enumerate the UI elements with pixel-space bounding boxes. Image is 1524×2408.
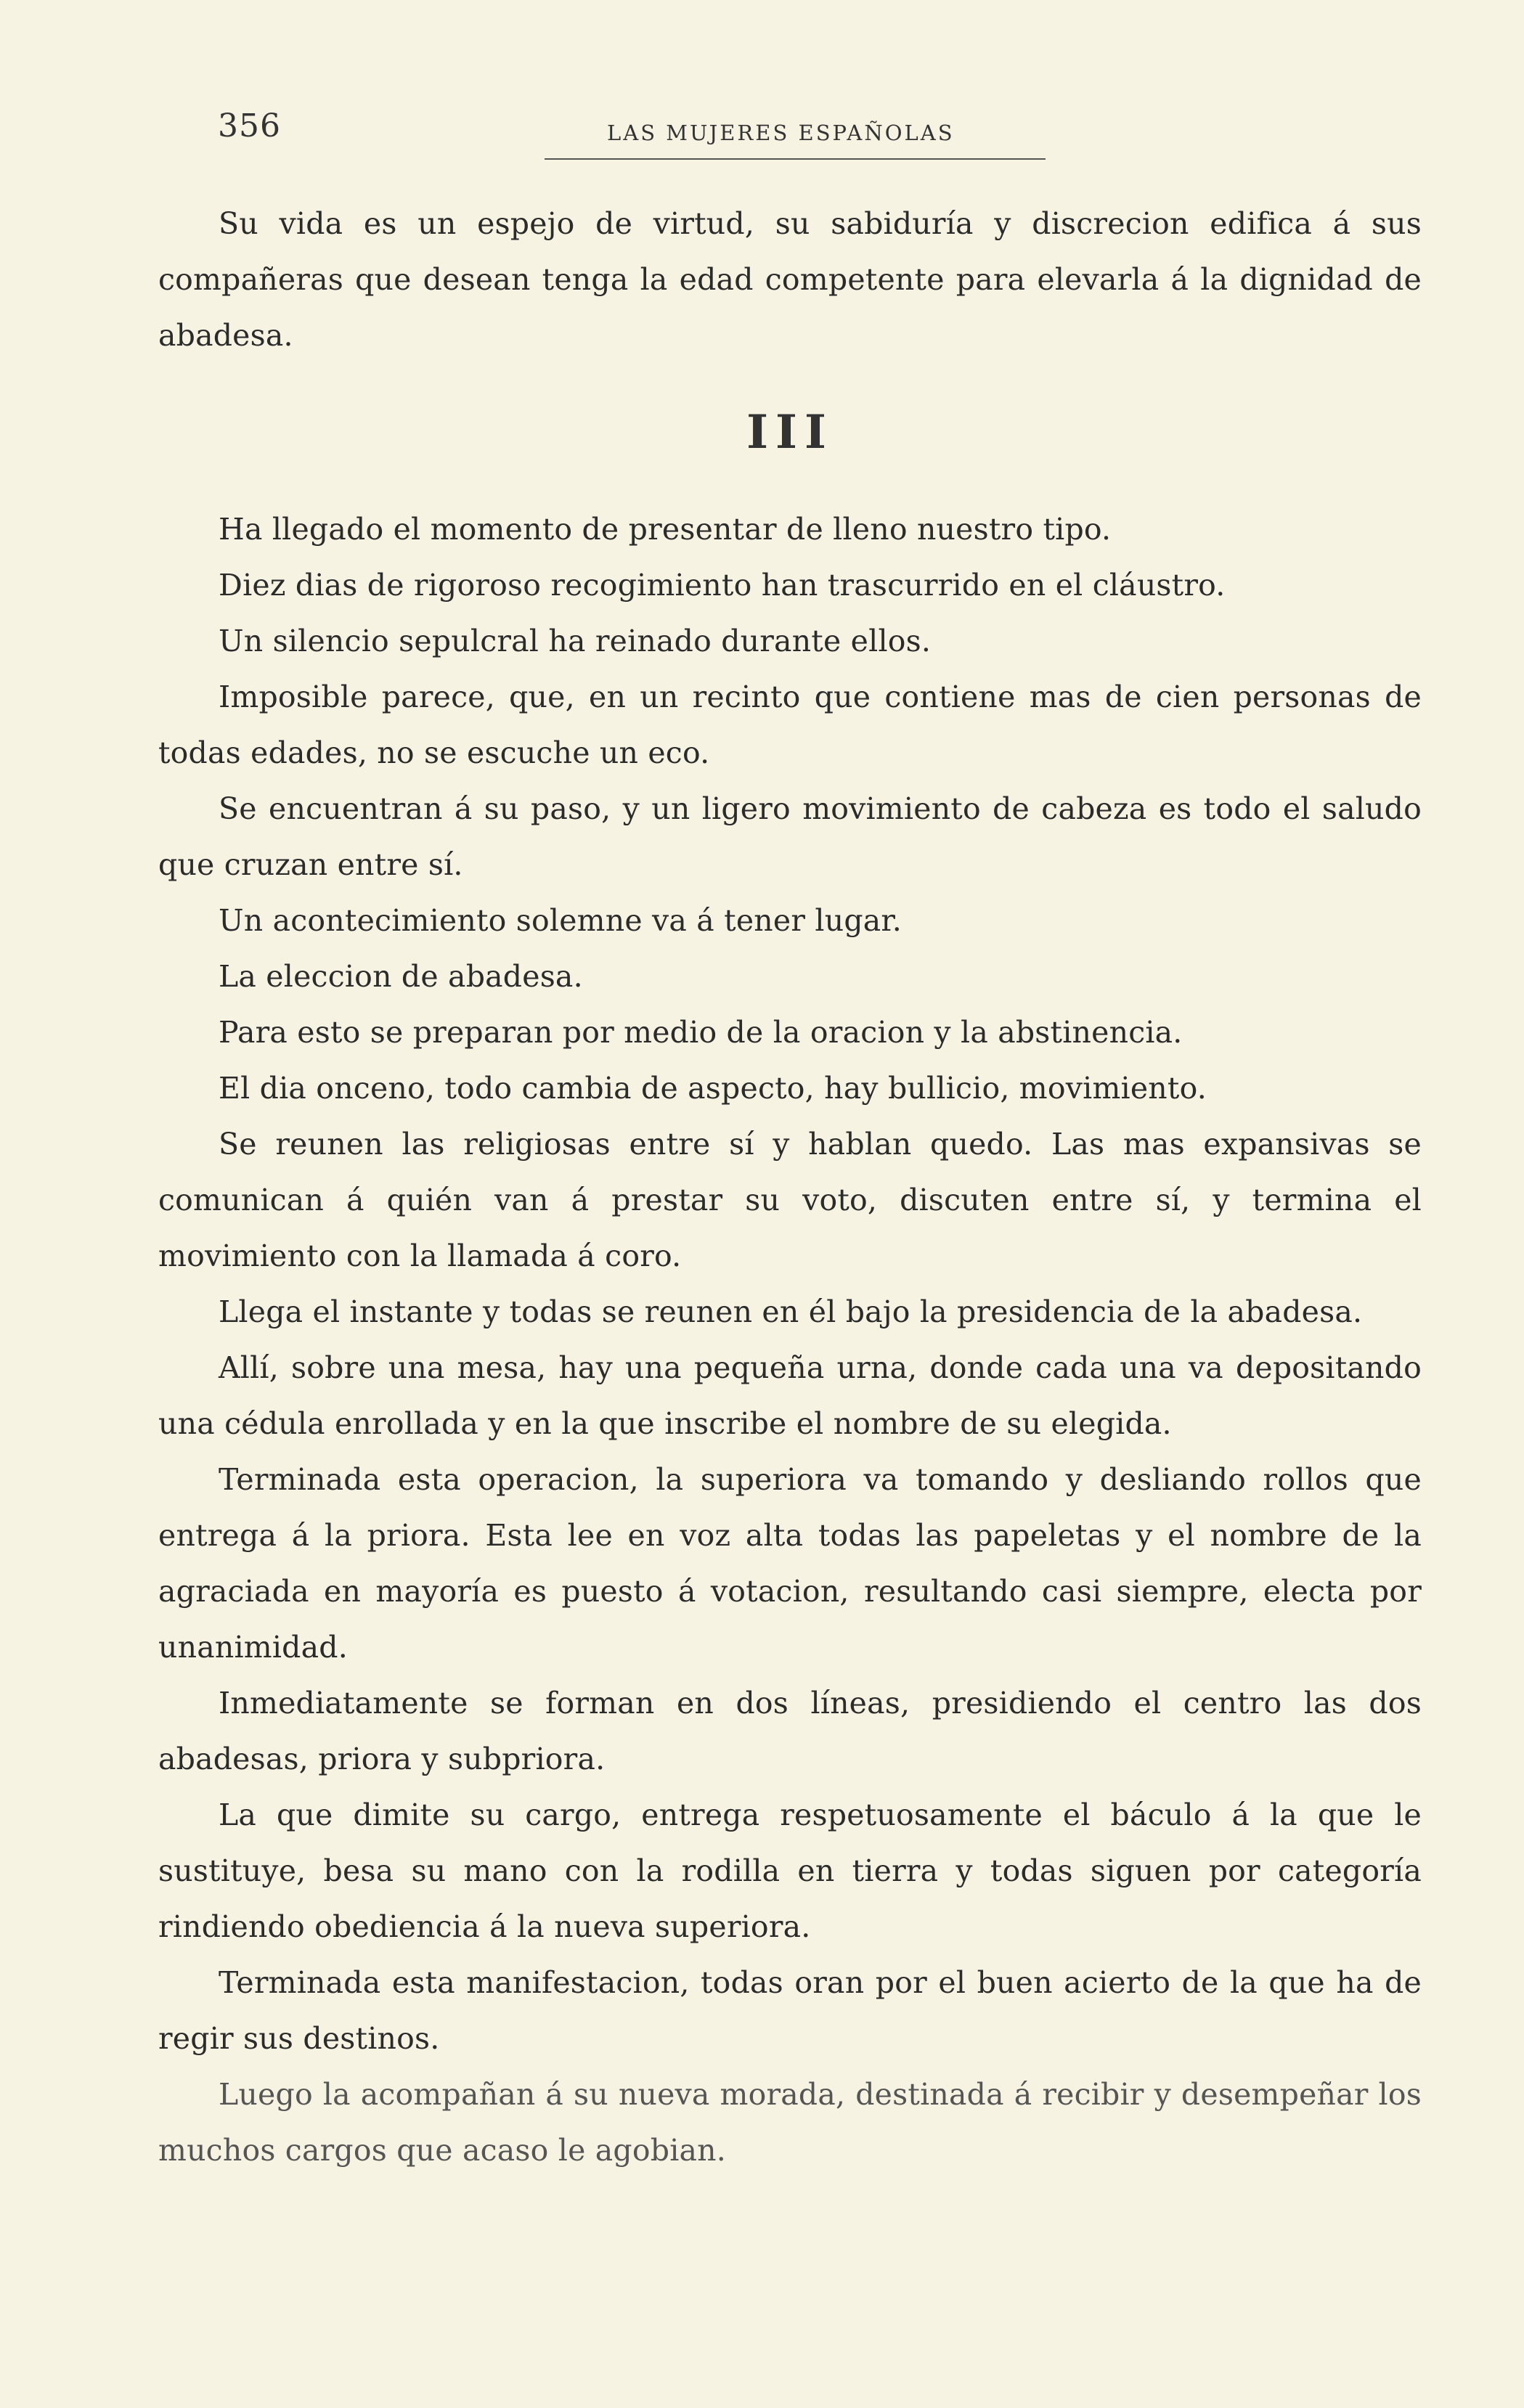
- running-header: [0, 107, 1524, 166]
- paragraph: Llega el instante y todas se reunen en él bajo la presidencia de la abadesa.: [219, 1294, 1363, 1329]
- paragraph: Ha llegado el momento de presentar de lleno nuestro tipo.: [219, 512, 1112, 547]
- paragraph: Un acontecimiento solemne va á tener lugar.: [219, 903, 902, 938]
- paragraph: Terminada esta operacion, la superiora va tomando y desliando rollos que entrega á la priora. Esta lee en voz alta todas las papeletas y el nombre de la agraciada en mayoría es puesto á votacion, resultando casi siempre, electa por unanimidad.: [158, 1462, 1422, 1665]
- paragraph: Allí, sobre una mesa, hay una pequeña urna, donde cada una va depositando una cédula enrollada y en la que inscribe el nombre de su elegida.: [158, 1350, 1422, 1441]
- paragraph: Imposible parece, que, en un recinto que contiene mas de cien personas de todas edades, no se escuche un eco.: [158, 679, 1422, 770]
- paragraph: Para esto se preparan por medio de la oracion y la abstinencia.: [219, 1015, 1183, 1050]
- paragraph: Luego la acompañan á su nueva morada, destinada á recibir y desempeñar los muchos cargos que acaso le agobian.: [158, 2077, 1422, 2168]
- paragraph: La eleccion de abadesa.: [219, 959, 583, 994]
- paragraph: La que dimite su cargo, entrega respetuosamente el báculo á la que le sustituye, besa su mano con la rodilla en tierra y todas siguen por categoría rindiendo obediencia á la nueva superiora.: [158, 1797, 1422, 1944]
- paragraph: Se reunen las religiosas entre sí y hablan quedo. Las mas expansivas se comunican á quién van á prestar su voto, discuten entre sí, y termina el movimiento con la llamada á coro.: [158, 1127, 1422, 1273]
- section-heading: III: [746, 405, 834, 460]
- paragraph: Se encuentran á su paso, y un ligero movimiento de cabeza es todo el saludo que cruzan entre sí.: [158, 791, 1422, 882]
- opening-paragraph: Su vida es un espejo de virtud, su sabiduría y discrecion edifica á sus compañeras que desean tenga la edad competente para elevarla á la dignidad de abadesa.: [158, 206, 1422, 353]
- running-title: LAS MUJERES ESPAÑOLAS: [607, 121, 955, 145]
- page-number: 356: [218, 107, 281, 144]
- paragraph: Diez dias de rigoroso recogimiento han trascurrido en el cláustro.: [219, 568, 1226, 603]
- paragraph: El dia onceno, todo cambia de aspecto, hay bullicio, movimiento.: [219, 1071, 1207, 1106]
- body-text: [158, 196, 1422, 2179]
- paragraph: Un silencio sepulcral ha reinado durante ellos.: [219, 624, 932, 658]
- paragraph: Inmediatamente se forman en dos líneas, presidiendo el centro las dos abadesas, priora y subpriora.: [158, 1686, 1422, 1776]
- paragraph: Terminada esta manifestacion, todas oran por el buen acierto de la que ha de regir sus destinos.: [158, 1965, 1422, 2056]
- header-rule: [545, 158, 1046, 160]
